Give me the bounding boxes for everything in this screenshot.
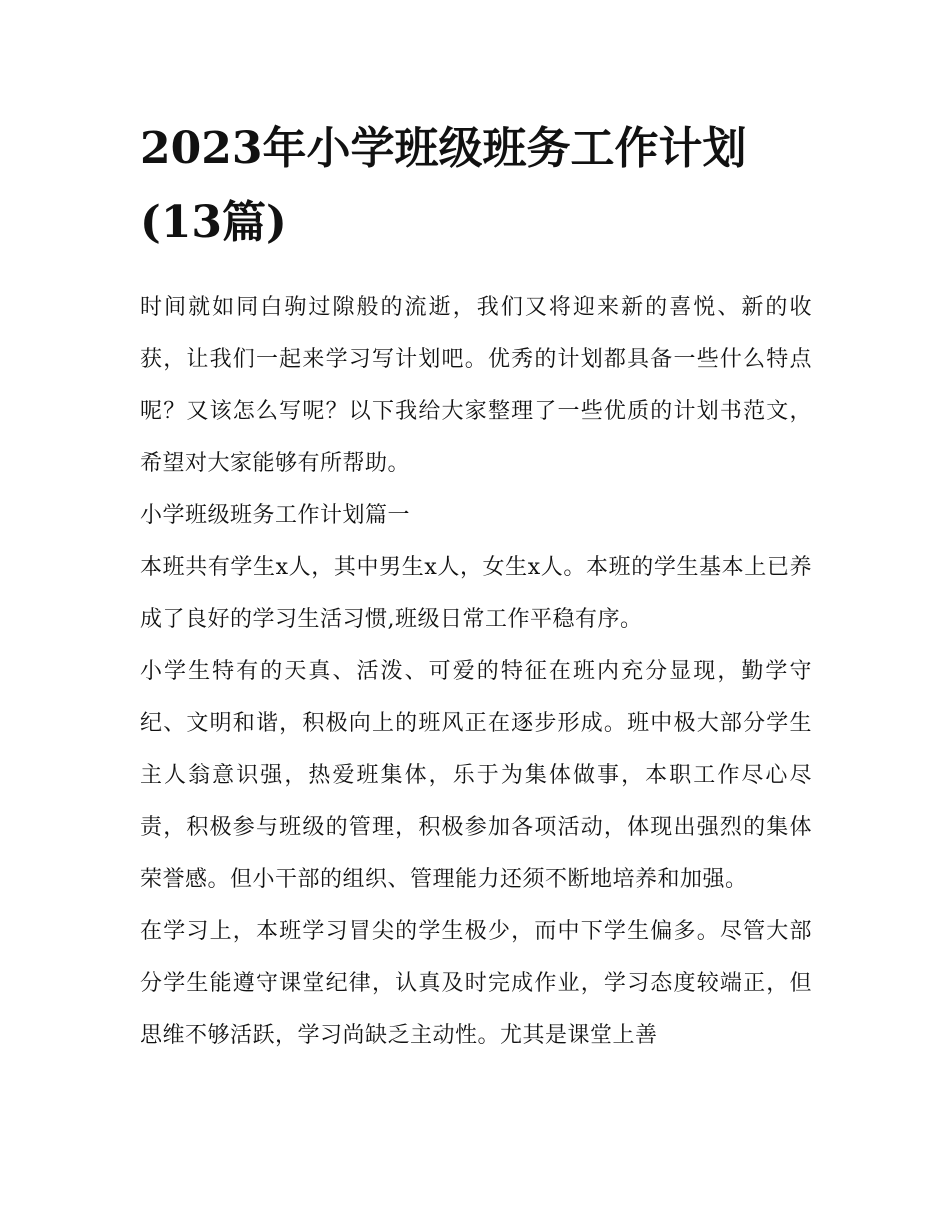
section-heading: 小学班级班务工作计划篇一 [140,503,411,528]
body-paragraph: 在学习上，本班学习冒尖的学生极少，而中下学生偏多。尽管大部分学生能遵守课堂纪律，认真及时完成作业，学习态度较端正，但思维不够活跃，学习尚缺乏主动性。尤其是课堂上善 [140,919,812,1048]
document-title: 2023年小学班级班务工作计划(13篇) [140,123,747,248]
intro-paragraph: 时间就如同白驹过隙般的流逝，我们又将迎来新的喜悦、新的收获，让我们一起来学习写计划吧。优秀的计划都具备一些什么特点呢？又该怎么写呢？以下我给大家整理了一些优质的计划书范文，希望对大家能够有所帮助。 [140,295,812,476]
document-page [140,112,812,1062]
body-paragraph: 本班共有学生x人，其中男生x人，女生x人。本班的学生基本上已养成了良好的学习生活习惯,班级日常工作平稳有序。 [140,555,812,632]
body-paragraph: 小学生特有的天真、活泼、可爱的特征在班内充分显现，勤学守纪、文明和谐，积极向上的班风正在逐步形成。班中极大部分学生主人翁意识强，热爱班集体，乐于为集体做事，本职工作尽心尽责，积极参与班级的管理，积极参加各项活动，体现出强烈的集体荣誉感。但小干部的组织、管理能力还须不断地培养和加强。 [140,659,812,892]
